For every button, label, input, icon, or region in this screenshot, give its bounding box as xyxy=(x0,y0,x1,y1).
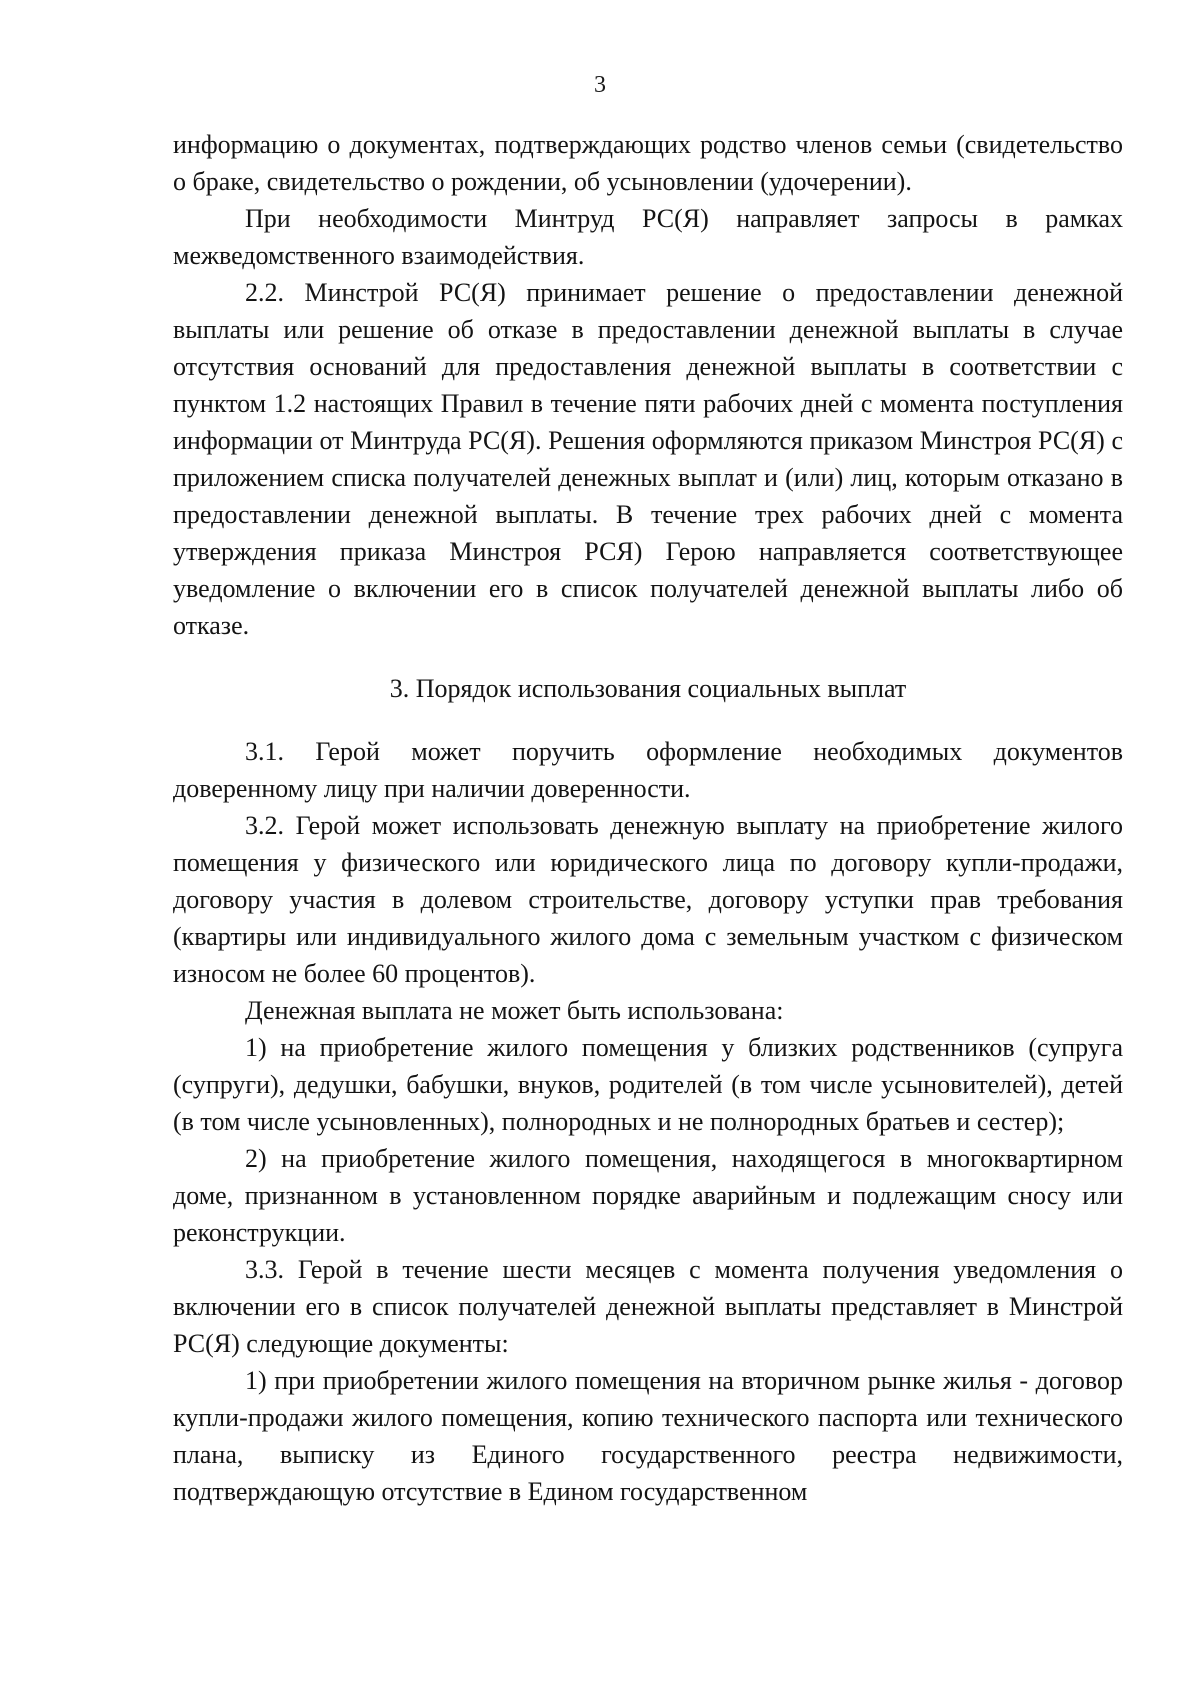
paragraph-3-3: 3.3. Герой в течение шести месяцев с момента получения уведомления о включении его в список получателей денежной выплаты представляет в Минстрой РС(Я) следующие документы: xyxy=(173,1255,1123,1358)
paragraph-2-2: 2.2. Минстрой РС(Я) принимает решение о предоставлении денежной выплаты или решение об отказе в предоставлении денежной выплаты в случае отсутствия оснований для предоставления денежной выплаты в соответствии с пунктом 1.2 настоящих Правил в течение пяти рабочих дней с момента поступления информации от Минтруда РС(Я). Решения оформляются приказом Минстроя РС(Я) с приложением списка получателей денежных выплат и (или) лиц, которым отказано в предоставлении денежной выплаты. В течение трех рабочих дней с момента утверждения приказа Минстроя РСЯ) Герою направляется соответствующее уведомление о включении его в список получателей денежной выплаты либо об отказе. xyxy=(173,278,1123,640)
list-item-restriction-1: 1) на приобретение жилого помещения у близких родственников (супруга (супруги), дедушки, бабушки, внуков, родителей (в том числе усыновителей), детей (в том числе усыновленных), полнородных и не полнородных братьев и сестер); xyxy=(173,1033,1123,1136)
paragraph-3-2: 3.2. Герой может использовать денежную выплату на приобретение жилого помещения у физического или юридического лица по договору купли-продажи, договору участия в долевом строительстве, договору уступки прав требования (квартиры или индивидуального жилого дома с земельным участком с физическом износом не более 60 процентов). xyxy=(173,811,1123,988)
paragraph-continuation: информацию о документах, подтверждающих родство членов семьи (свидетельство о браке, свидетельство о рождении, об усыновлении (удочерении). xyxy=(173,130,1123,196)
list-item-restriction-2: 2) на приобретение жилого помещения, находящегося в многоквартирном доме, признанном в установленном порядке аварийным и подлежащим сносу или реконструкции. xyxy=(173,1144,1123,1247)
paragraph-3-1: 3.1. Герой может поручить оформление необходимых документов доверенному лицу при наличии доверенности. xyxy=(173,737,1123,803)
paragraph-restrictions-intro: Денежная выплата не может быть использована: xyxy=(245,996,784,1025)
document-body xyxy=(173,126,1123,1510)
list-item-document-1: 1) при приобретении жилого помещения на вторичном рынке жилья - договор купли-продажи жилого помещения, копию технического паспорта или технического плана, выписку из Единого государственного реестра недвижимости, подтверждающую отсутствие в Едином государственном xyxy=(173,1366,1123,1506)
page-number: 3 xyxy=(594,72,606,98)
paragraph-interagency-requests: При необходимости Минтруд РС(Я) направляет запросы в рамках межведомственного взаимодействия. xyxy=(173,204,1123,270)
section-heading: 3. Порядок использования социальных выплат xyxy=(389,674,907,703)
